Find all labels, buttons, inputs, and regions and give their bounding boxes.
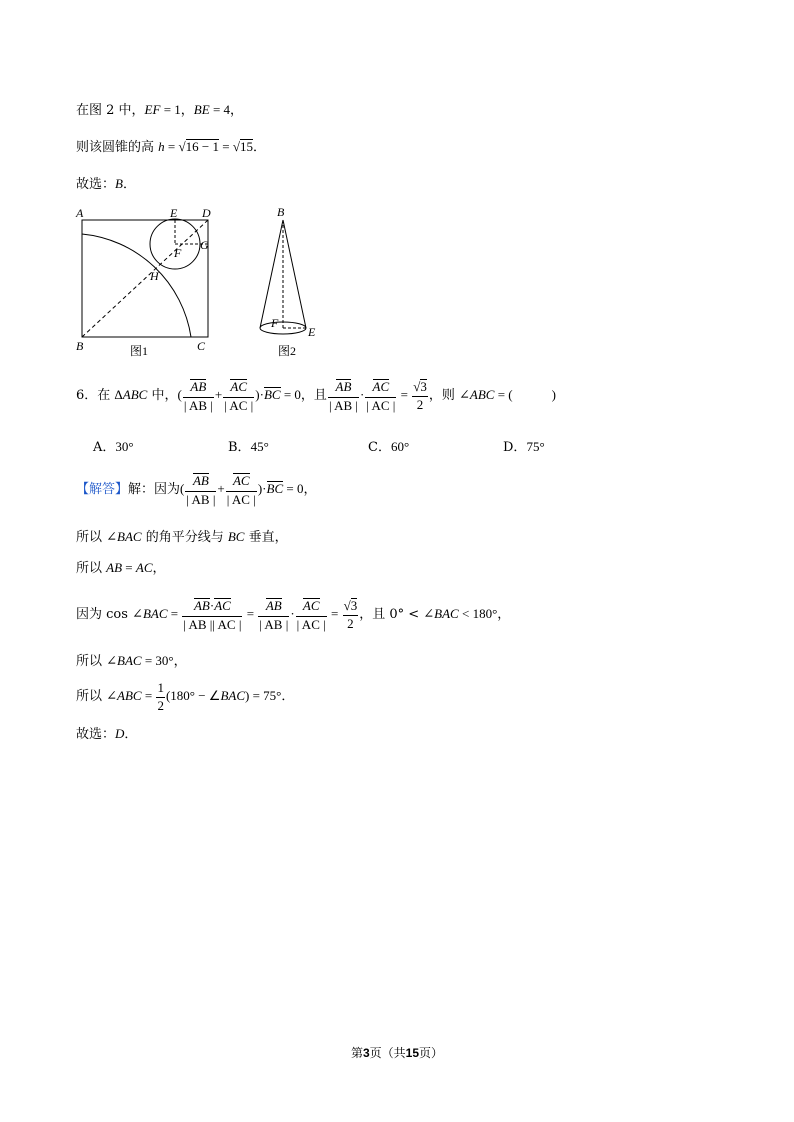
page-footer: 第3页（共15页） bbox=[350, 1046, 444, 1060]
solution-line-5: 所以 ∠BAC = 30°， bbox=[76, 653, 187, 669]
option-d[interactable]: D．75° bbox=[503, 439, 545, 455]
option-c[interactable]: C．60° bbox=[368, 439, 410, 455]
figure-1-square bbox=[70, 200, 220, 360]
label-f: F bbox=[174, 246, 182, 260]
solution-line-1: 【解答】解：因为( $\frac{AB}{| AB |}$ + $\frac{AC}{| AC |}$ )·BC = 0， bbox=[76, 472, 317, 507]
option-b[interactable]: B．45° bbox=[228, 439, 269, 455]
cone-side-left bbox=[260, 220, 283, 328]
label-g: G bbox=[200, 238, 209, 252]
caption-fig2: 图2 bbox=[278, 344, 297, 358]
label-e: E bbox=[170, 206, 178, 220]
label-b: B bbox=[76, 339, 84, 353]
label-e: E bbox=[308, 325, 316, 339]
solution-tag: 【解答】 bbox=[76, 482, 129, 497]
line-cone-height: 则该圆锥的高 h = √16 − 1 = √15． bbox=[76, 139, 266, 155]
label-b: B bbox=[277, 205, 285, 219]
solution-line-6: 所以 ∠ABC = $\frac{1}{2}$ (180° − ∠BAC) = 75°． bbox=[76, 679, 295, 713]
solution-line-2: 所以 ∠BAC 的角平分线与 BC 垂直， bbox=[76, 529, 288, 545]
cone-side-right bbox=[283, 220, 306, 328]
label-f: F bbox=[271, 316, 279, 330]
question-6: 6．在 ΔABC 中，( $\frac{AB}{| AB |}$ + $\frac{AC}{| AC |}$ )·BC = 0，且 $\frac{AB}{| AB |}$ · $\frac{AC}{| AC |}$ = $\frac{√3}{2}$ ，则 ∠ABC = ( ) bbox=[76, 378, 556, 413]
option-a[interactable]: A．30° bbox=[93, 439, 134, 455]
line-given-lengths: 在图 2 中，EF = 1，BE = 4， bbox=[76, 102, 244, 118]
figure-2-cone bbox=[248, 200, 338, 360]
label-a: A bbox=[76, 206, 84, 220]
label-h: H bbox=[150, 269, 159, 283]
label-c: C bbox=[197, 339, 206, 353]
solution-line-3: 所以 AB = AC， bbox=[76, 560, 166, 576]
solution-line-7: 故选：D． bbox=[76, 726, 138, 742]
solution-line-4: 因为 cos ∠BAC = $\frac{AB\cdot AC}{| AB || AC |}$ = $\frac{AB}{| AB |}$ · $\frac{AC}{| AC |}$ = $\frac{√3}{2}$ ，且 0° < ∠BAC < 180°， bbox=[76, 597, 511, 632]
line-choose-b: 故选：B． bbox=[76, 176, 136, 192]
caption-fig1: 图1 bbox=[130, 344, 149, 358]
label-d: D bbox=[202, 206, 211, 220]
